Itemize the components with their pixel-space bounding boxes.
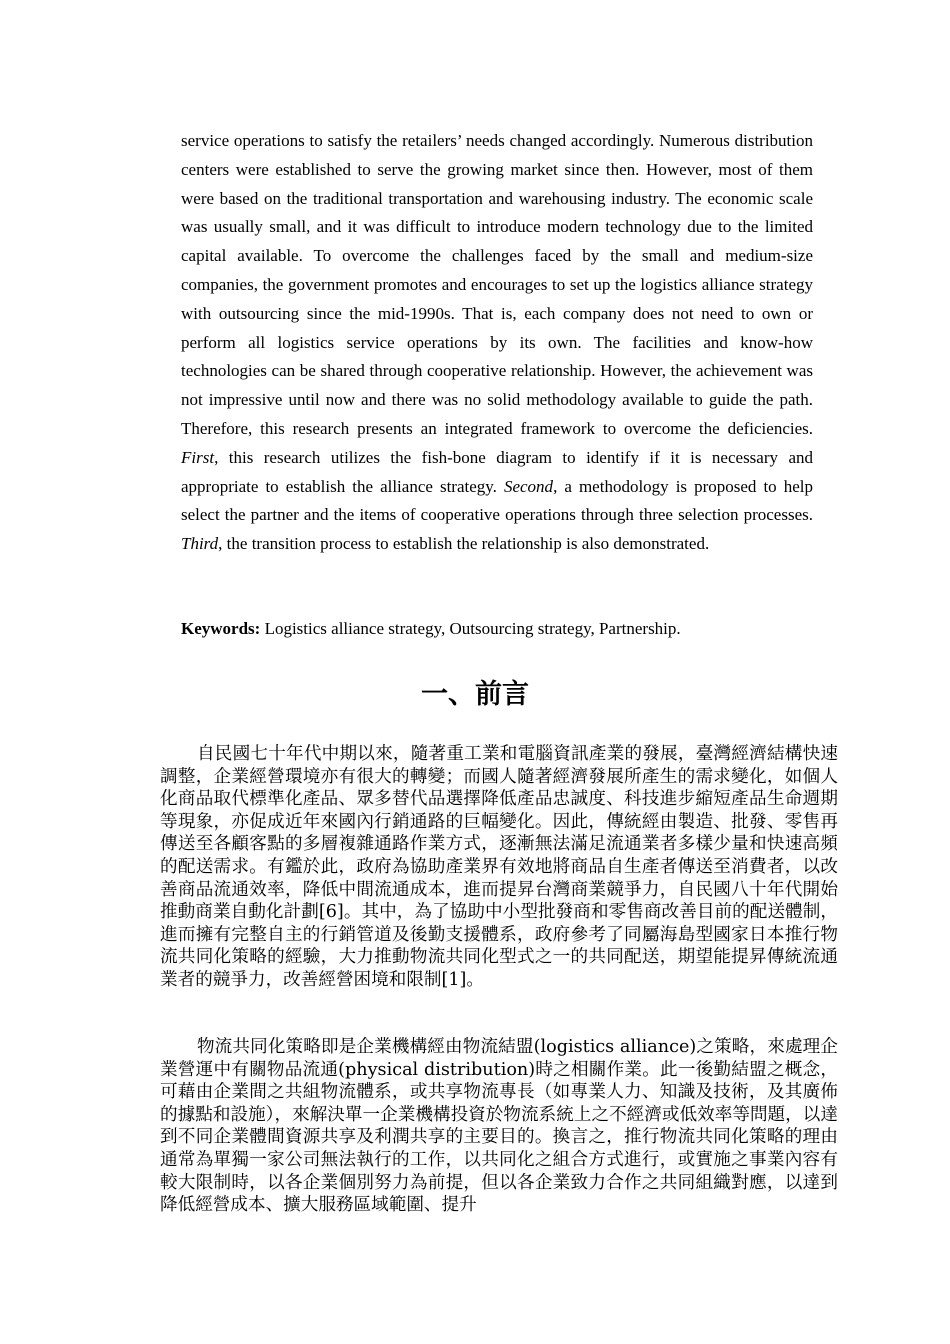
abstract-text-4: , the transition process to establish the relationship is also demonstrated. [218,534,710,554]
abstract-text-3: , a methodology is proposed to help select the partner and the items of cooperative operations through three selection processes. [181,476,813,525]
abstract-paragraph [181,127,813,559]
body-paragraph-1: 自民國七十年代中期以來，隨著重工業和電腦資訊產業的發展，臺灣經濟結構快速調整，企業經營環境亦有很大的轉變；而國人隨著經濟發展所產生的需求變化，如個人化商品取代標準化產品、眾多替代品選擇降低產品忠誠度、科技進步縮短產品生命週期等現象，亦促成近年來國內行銷通路的巨幅變化。因此，傳統經由製造、批發、零售再傳送至各顧客點的多層複雜通路作業方式，逐漸無法滿足流通業者多樣少量和快速高頻的配送需求。有鑑於此，政府為協助產業界有效地將商品自生產者傳送至消費者，以改善商品流通效率，降低中間流通成本，進而提昇台灣商業競爭力，自民國八十年代開始推動商業自動化計劃[6]。其中，為了協助中小型批發商和零售商改善目前的配送體制，進而擁有完整自主的行銷管道及後勤支援體系，政府參考了同屬海島型國家日本推行物流共同化策略的經驗，大力推動物流共同化型式之一的共同配送，期望能提昇傳統流通業者的競爭力，改善經營困境和限制[1]。 [160,744,838,990]
abstract-text-1: service operations to satisfy the retailers’ needs changed accordingly. Numerous distribution centers were established to serve the growing market since then. However, most of them were based on the traditional transportation and warehousing industry. The economic scale was usually small, and it was difficult to introduce modern technology due to the limited capital available. To overcome the challenges faced by the small and medium-size companies, the government promotes and encourages to set up the logistics alliance strategy with outsourcing since the mid-1990s. That is, each company does not need to own or perform all logistics service operations by its own. The facilities and know-how technologies can be shared through cooperative relationship. However, the achievement was not impressive until now and there was no solid methodology available to guide the path. Therefore, this research presents an integrated framework to overcome the deficiencies. [181,131,813,438]
third-label: Third [181,534,219,554]
keywords-line [181,615,813,643]
abstract-text-2: , this research utilizes the fish-bone diagram to identify if it is necessary and appropriate to establish the alliance strategy. [181,447,813,496]
section-title: 一、前言 [421,679,529,710]
keywords-text: Logistics alliance strategy, Outsourcing strategy, Partnership. [260,619,681,638]
keywords-label: Keywords: [181,619,261,638]
first-label: First [181,447,215,467]
second-label: Second [503,476,554,496]
body-paragraph-2: 物流共同化策略即是企業機構經由物流結盟(logistics alliance)之策略，來處理企業營運中有關物品流通(physical distribution)時之相關作業。此一後勤結盟之概念，可藉由企業間之共組物流體系，或共享物流專長（如專業人力、知識及技術，及其廣佈的據點和設施），來解決單一企業機構投資於物流系統上之不經濟或低效率等問題，以達到不同企業體間資源共享及利潤共享的主要目的。換言之，推行物流共同化策略的理由通常為單獨一家公司無法執行的工作，以共同化之組合方式進行，或實施之事業內容有較大限制時，以各企業個別努力為前提，但以各企業致力合作之共同組織對應，以達到降低經營成本、擴大服務區域範圍、提升 [160,1037,838,1216]
